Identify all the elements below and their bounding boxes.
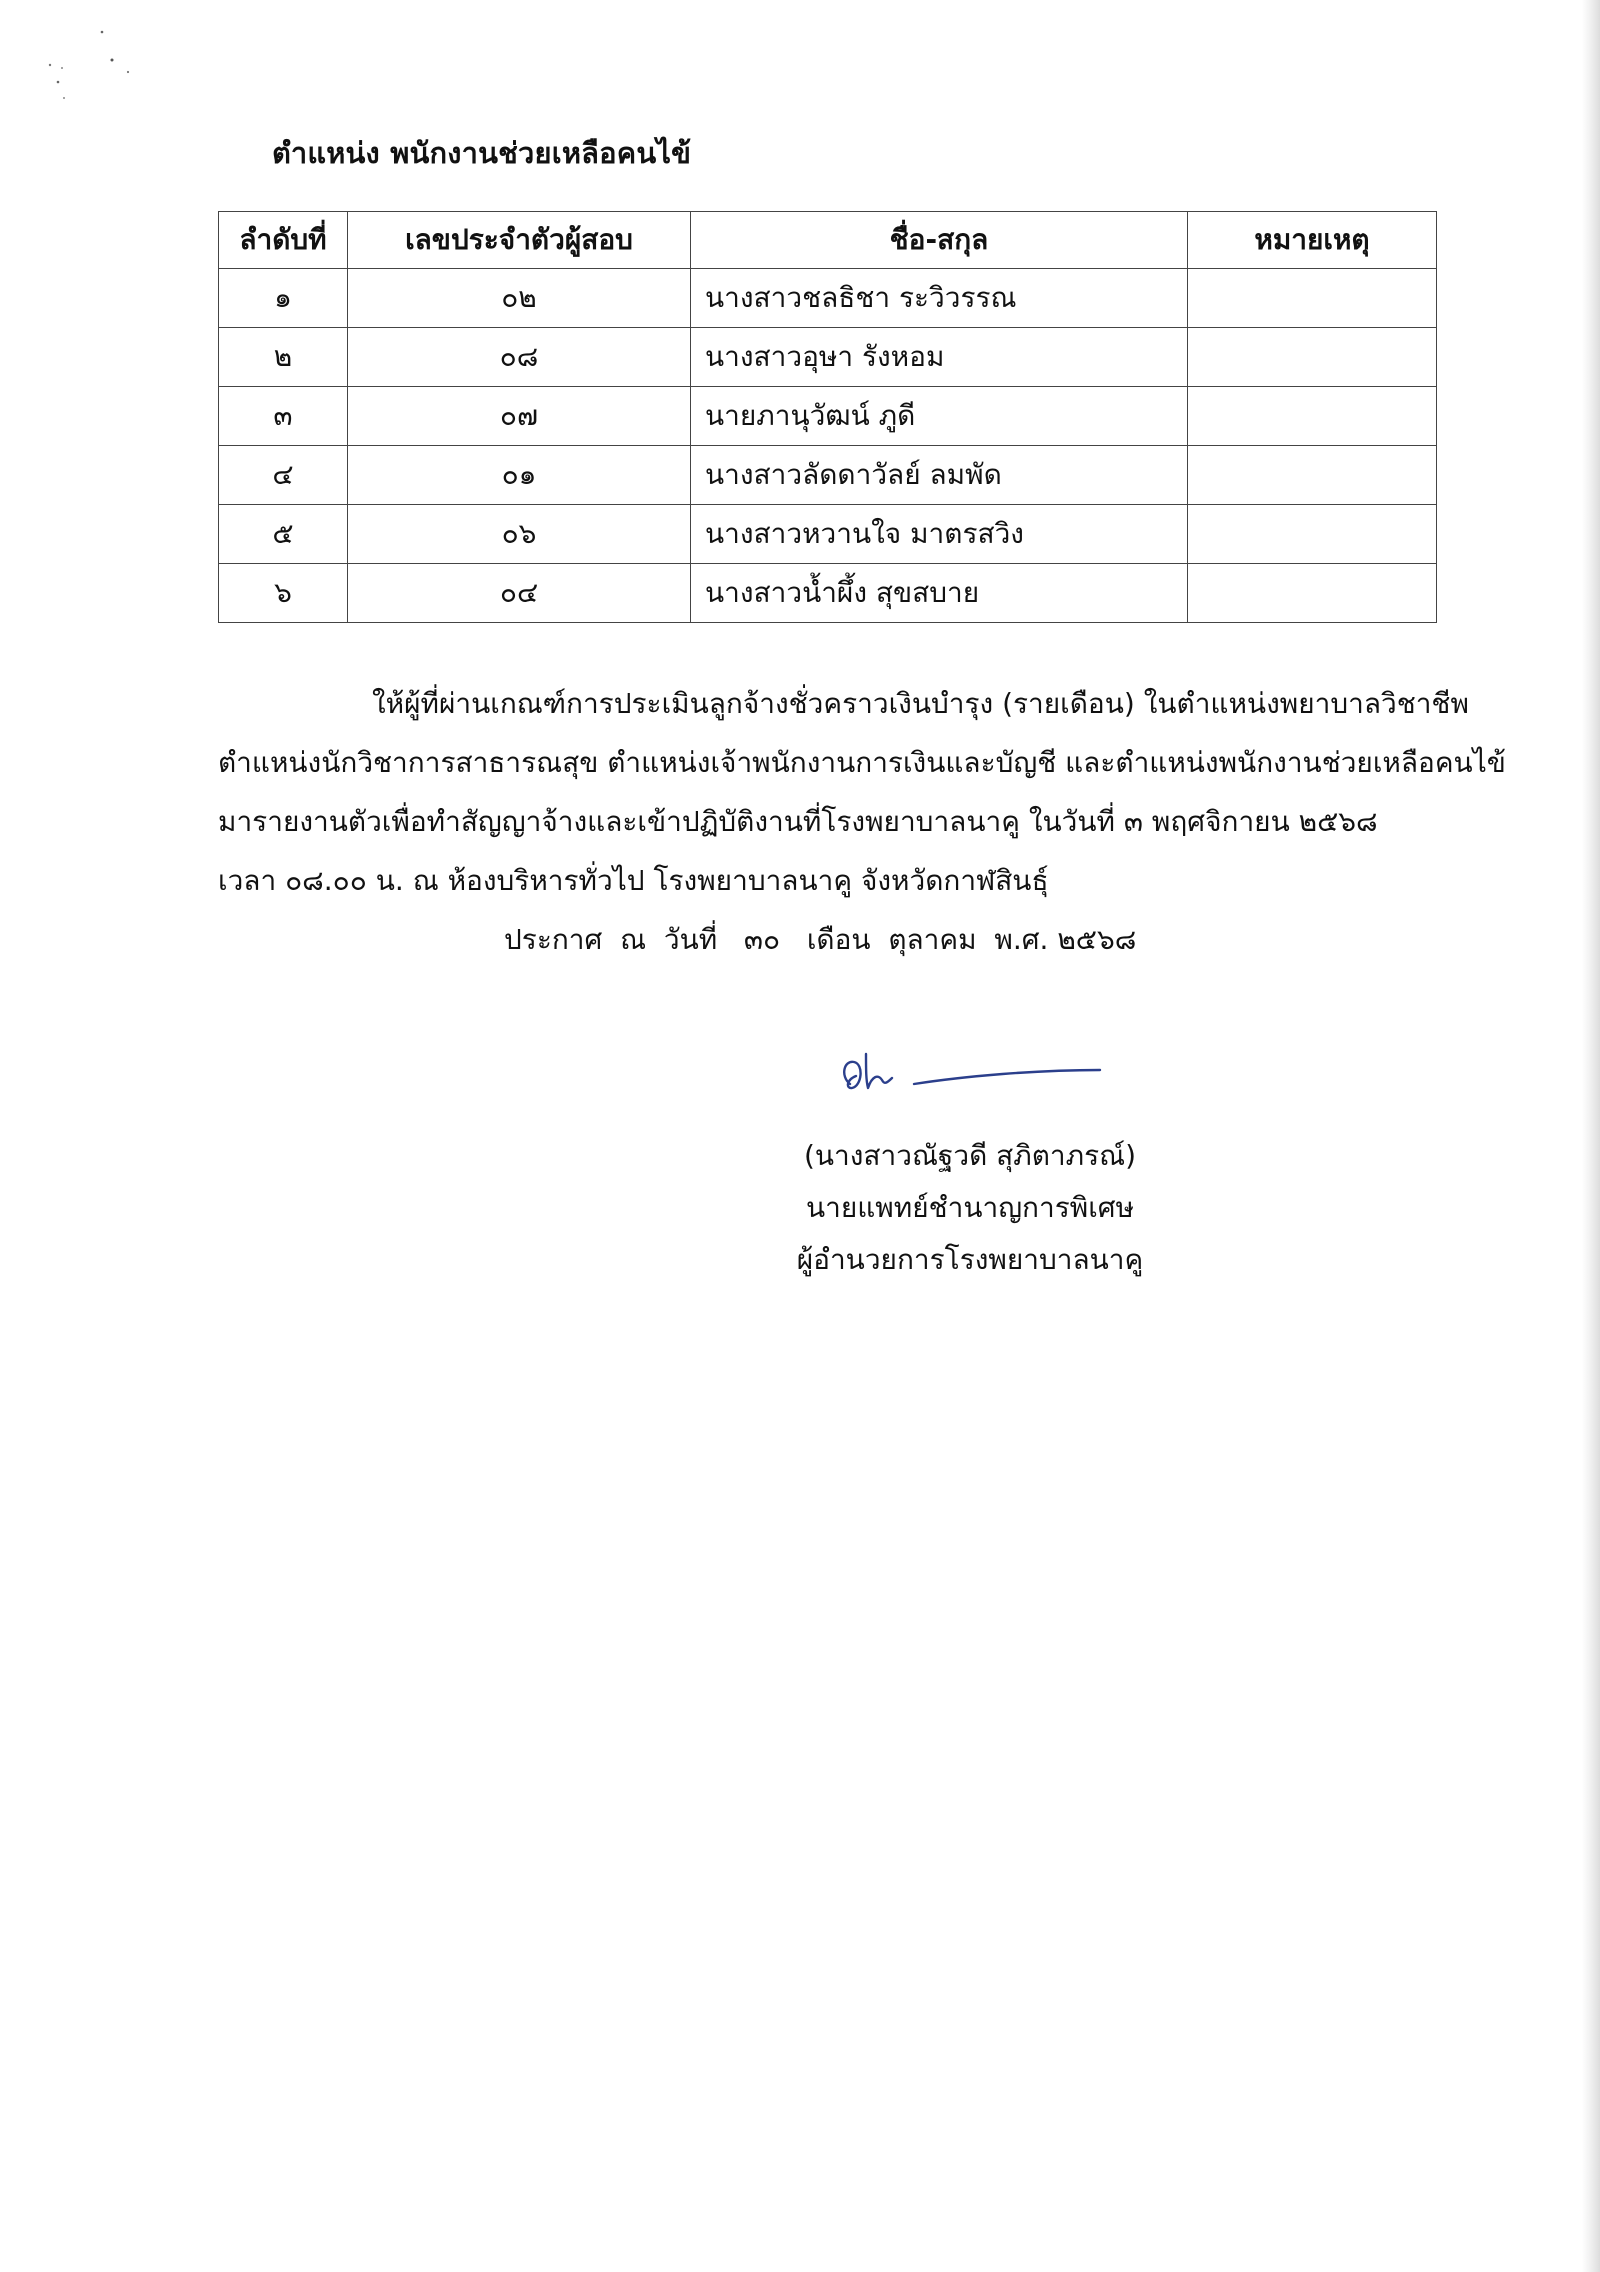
cell-exam-id: ๐๔ [348,564,691,623]
instruction-paragraph [218,674,1506,910]
cell-remark [1188,564,1437,623]
cell-remark [1188,505,1437,564]
cell-order: ๔ [219,446,348,505]
paragraph-line: มารายงานตัวเพื่อทำสัญญาจ้างและเข้าปฏิบัติงานที่โรงพยาบาลนาคู ในวันที่ ๓ พฤศจิกายน ๒๕๖๘ [218,805,1378,838]
signer-title: นายแพทย์ชำนาญการพิเศษ [805,1191,1135,1224]
cell-name: นางสาวชลธิชา ระวิวรรณ [691,269,1188,328]
table-row [219,328,1437,387]
cell-exam-id: ๐๒ [348,269,691,328]
cell-order: ๑ [219,269,348,328]
cell-exam-id: ๐๗ [348,387,691,446]
cell-name: นางสาวลัดดาวัลย์ ลมพัด [691,446,1188,505]
paragraph-line: เวลา ๐๘.๐๐ น. ณ ห้องบริหารทั่วไป โรงพยาบาลนาคู จังหวัดกาฬสินธุ์ [218,864,1049,897]
cell-name: นางสาวน้ำผึ้ง สุขสบาย [691,564,1188,623]
signer-block [760,1130,1180,1286]
scan-specks [40,20,160,120]
paragraph-line: ตำแหน่งนักวิชาการสาธารณสุข ตำแหน่งเจ้าพนักงานการเงินและบัญชี และตำแหน่งพนักงานช่วยเหลือคนไข้ [218,746,1506,779]
cell-remark [1188,446,1437,505]
cell-remark [1188,269,1437,328]
cell-order: ๒ [219,328,348,387]
header-name: ชื่อ-สกุล [691,212,1188,269]
cell-exam-id: ๐๖ [348,505,691,564]
candidate-table [218,211,1437,623]
cell-order: ๖ [219,564,348,623]
scan-edge-shadow [1582,0,1600,2272]
cell-name: นายภานุวัฒน์ ภูดี [691,387,1188,446]
table-row [219,505,1437,564]
cell-remark [1188,387,1437,446]
table-row [219,387,1437,446]
cell-name: นางสาวหวานใจ มาตรสวิง [691,505,1188,564]
table-header-row [219,212,1437,269]
signer-position: ผู้อำนวยการโรงพยาบาลนาคู [796,1243,1144,1276]
paragraph-line: ให้ผู้ที่ผ่านเกณฑ์การประเมินลูกจ้างชั่วคราวเงินบำรุง (รายเดือน) ในตำแหน่งพยาบาลวิชาชีพ [372,687,1469,720]
handwritten-signature [836,1046,1106,1106]
cell-exam-id: ๐๘ [348,328,691,387]
section-heading: ตำแหน่ง พนักงานช่วยเหลือคนไข้ [272,136,692,170]
table-row [219,446,1437,505]
table-row [219,564,1437,623]
cell-name: นางสาวอุษา รังหอม [691,328,1188,387]
signer-name: (นางสาวณัฐวดี สุภิตาภรณ์) [803,1139,1137,1172]
header-remark: หมายเหตุ [1188,212,1437,269]
cell-remark [1188,328,1437,387]
header-exam-id: เลขประจำตัวผู้สอบ [348,212,691,269]
cell-order: ๕ [219,505,348,564]
cell-order: ๓ [219,387,348,446]
table-row [219,269,1437,328]
header-order: ลำดับที่ [219,212,348,269]
announcement-date: ประกาศ ณ วันที่ ๓๐ เดือน ตุลาคม พ.ศ. ๒๕๖๘ [504,923,1137,956]
cell-exam-id: ๐๑ [348,446,691,505]
